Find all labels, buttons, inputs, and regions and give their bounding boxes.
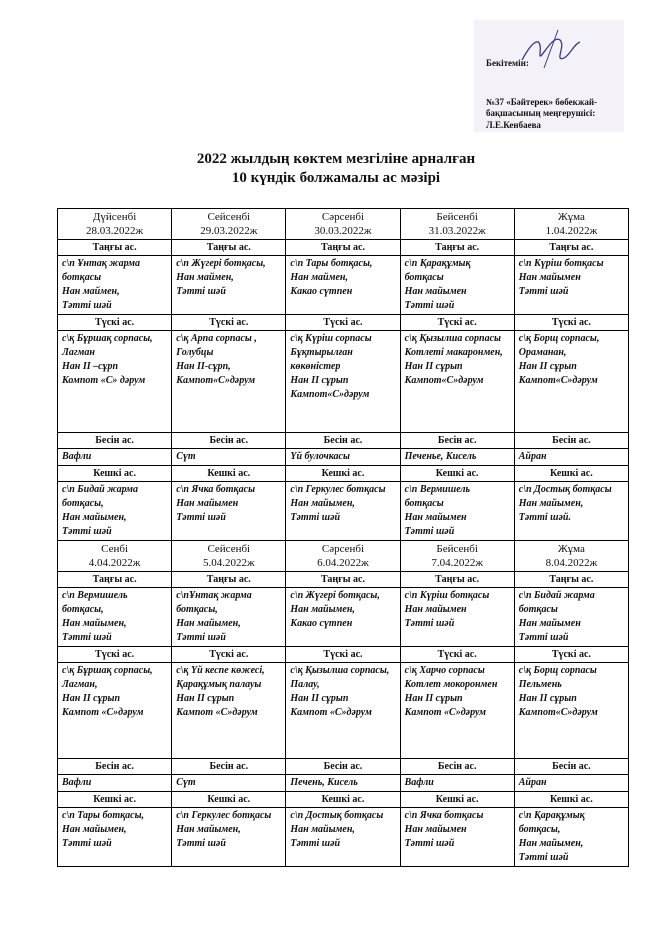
dish-line: Лагман: [62, 347, 95, 358]
dish-line: с\п Күріш ботқасы: [518, 258, 604, 269]
day-name: Сәрсенбі: [321, 211, 365, 223]
dish-line: Какао сүтпен: [290, 286, 353, 297]
dish-row: [58, 331, 629, 433]
dish-line: Нан майымен: [404, 512, 467, 523]
dish-line: с\п Ячка ботқасы: [404, 810, 484, 821]
dish-line: Нан ІІ сұрып: [518, 361, 577, 372]
dish-cell: [514, 663, 628, 759]
meal-name: Бесін ас.: [172, 433, 286, 449]
meal-header-row: [58, 792, 629, 808]
dish-line: с\қ Арпа сорпасы ,: [176, 333, 257, 344]
dish-line: Кампот «С»дәрум: [290, 707, 372, 718]
day-date: 31.03.2022ж: [428, 225, 486, 237]
meal-name: Түскі ас.: [58, 315, 172, 331]
dish-line: Компот «С» дәрум: [62, 375, 146, 386]
meal-name: Бесін ас.: [286, 759, 400, 775]
day-date: 4.04.2022ж: [88, 557, 141, 569]
dish-cell: [400, 331, 514, 433]
day-name: Жұма: [557, 543, 585, 555]
day-cell: [514, 209, 628, 240]
dish-cell: [286, 449, 400, 466]
approval-label: Бекітемін:: [486, 58, 529, 68]
dish-line: с\қ Қызылша сорпасы: [404, 333, 501, 344]
dish-line: с\пҰнтақ жарма ботқасы,: [176, 590, 252, 615]
meal-name: Түскі ас.: [400, 315, 514, 331]
day-cell: [514, 541, 628, 572]
dish-cell: [58, 482, 172, 541]
meal-name: Таңғы ас.: [514, 572, 628, 588]
dish-line: Кампот«С»дәрум: [518, 707, 598, 718]
dish-row: [58, 663, 629, 759]
dish-cell: [286, 256, 400, 315]
dish-line: Нан ІІ сұрып: [290, 375, 349, 386]
dish-cell: [514, 449, 628, 466]
dish-line: с\п Геркулес ботқасы: [176, 810, 272, 821]
dish-line: Нан маймен,: [176, 272, 234, 283]
meal-name: Түскі ас.: [286, 315, 400, 331]
meal-name: Кешкі ас.: [172, 792, 286, 808]
meal-name: Бесін ас.: [400, 433, 514, 449]
dish-line: Нан майымен: [404, 824, 467, 835]
day-header-row: [58, 541, 629, 572]
meal-name: Кешкі ас.: [58, 792, 172, 808]
dish-line: Тәтті шәй: [404, 618, 455, 629]
dish-line: Кампот«С»дәрум: [404, 375, 484, 386]
meal-name: Кешкі ас.: [400, 792, 514, 808]
dish-line: Голубцы: [176, 347, 214, 358]
dish-line: с\қ Борщ сорпасы: [518, 665, 597, 676]
dish-line: с\п Ұнтақ жарма ботқасы: [62, 258, 141, 283]
dish-cell: [514, 482, 628, 541]
meal-name: Таңғы ас.: [58, 240, 172, 256]
dish-cell: [400, 663, 514, 759]
dish-line: Тәтті шәй: [62, 526, 112, 537]
meal-name: Кешкі ас.: [172, 466, 286, 482]
meal-name: Кешкі ас.: [400, 466, 514, 482]
day-cell: [286, 541, 400, 572]
dish-cell: [514, 331, 628, 433]
dish-line: Тәтті шәй: [404, 526, 455, 537]
dish-line: с\п Қарақұмық ботқасы,: [518, 810, 585, 835]
day-cell: [58, 209, 172, 240]
dish-row: [58, 482, 629, 541]
day-date: 8.04.2022ж: [545, 557, 598, 569]
dish-line: Вафли: [62, 777, 92, 788]
day-name: Жұма: [557, 211, 585, 223]
dish-line: с\п Вермишель ботқасы,: [62, 590, 128, 615]
dish-line: Нан майымен: [404, 604, 467, 615]
day-name: Бейсенбі: [436, 211, 478, 223]
dish-cell: [514, 588, 628, 647]
dish-line: Ораманан,: [518, 347, 567, 358]
dish-cell: [172, 663, 286, 759]
dish-line: Бұқтырылған көкөністер: [290, 347, 353, 372]
dish-row: [58, 588, 629, 647]
dish-line: с\п Достық ботқасы: [290, 810, 384, 821]
dish-cell: [172, 808, 286, 867]
day-name: Сейсенбі: [207, 211, 251, 223]
meal-name: Таңғы ас.: [286, 572, 400, 588]
meal-name: Таңғы ас.: [286, 240, 400, 256]
dish-line: Тәтті шәй: [404, 838, 455, 849]
meal-name: Түскі ас.: [58, 647, 172, 663]
meal-header-row: [58, 466, 629, 482]
dish-cell: [400, 588, 514, 647]
dish-line: Үй булочкасы: [290, 451, 350, 462]
meal-name: Таңғы ас.: [58, 572, 172, 588]
dish-line: Нан майымен,: [62, 824, 127, 835]
dish-line: Тәтті шәй: [62, 300, 112, 311]
menu-table: [57, 208, 629, 867]
dish-line: Кампот «С»дәрум: [176, 707, 258, 718]
dish-line: с\п Вермишель ботқасы: [404, 484, 471, 509]
dish-cell: [514, 256, 628, 315]
meal-name: Бесін ас.: [172, 759, 286, 775]
dish-line: с\қ Бұршақ сорпасы,: [62, 333, 153, 344]
dish-line: Нан майымен: [518, 272, 581, 283]
dish-cell: [172, 588, 286, 647]
dish-line: Нан майымен,: [62, 512, 127, 523]
document-title-line-1: 2022 жылдың көктем мезгіліне арналған: [196, 151, 476, 167]
meal-name: Бесін ас.: [400, 759, 514, 775]
approval-name: Л.Е.Кенбаева: [486, 120, 541, 130]
dish-line: Лагман,: [62, 679, 98, 690]
day-date: 29.03.2022ж: [200, 225, 258, 237]
dish-line: Тәтті шәй: [176, 632, 226, 643]
dish-line: Вафли: [404, 777, 434, 788]
dish-cell: [172, 482, 286, 541]
dish-line: Вафли: [62, 451, 92, 462]
dish-cell: [514, 808, 628, 867]
dish-cell: [172, 775, 286, 792]
dish-row: [58, 808, 629, 867]
meal-name: Бесін ас.: [58, 759, 172, 775]
meal-name: Таңғы ас.: [172, 240, 286, 256]
approval-position: №37 «Бәйтерек» бөбекжай-бақшасының меңгерушісі:: [486, 97, 598, 118]
dish-line: с\п Жүгері ботқасы,: [176, 258, 266, 269]
dish-cell: [58, 331, 172, 433]
dish-line: Нан майымен,: [518, 838, 584, 849]
dish-line: с\п Бидай жарма ботқасы: [518, 590, 595, 615]
dish-line: Нан майымен: [176, 498, 239, 509]
dish-line: с\п Геркулес ботқасы: [290, 484, 386, 495]
dish-line: Айран: [518, 451, 547, 462]
meal-name: Түскі ас.: [172, 647, 286, 663]
dish-cell: [58, 775, 172, 792]
dish-cell: [58, 663, 172, 759]
dish-cell: [286, 482, 400, 541]
dish-cell: [400, 808, 514, 867]
dish-line: Нан майымен,: [290, 498, 355, 509]
dish-row: [58, 775, 629, 792]
dish-line: Печенье, Кисель: [404, 451, 477, 462]
dish-line: с\қ Борщ сорпасы,: [518, 333, 600, 344]
meal-name: Таңғы ас.: [400, 572, 514, 588]
dish-cell: [514, 775, 628, 792]
meal-name: Кешкі ас.: [286, 466, 400, 482]
dish-line: с\қ Харчо сорпасы: [404, 665, 485, 676]
dish-cell: [172, 449, 286, 466]
dish-cell: [286, 808, 400, 867]
dish-cell: [286, 588, 400, 647]
day-date: 5.04.2022ж: [202, 557, 255, 569]
dish-cell: [58, 588, 172, 647]
dish-line: Пельмень: [518, 679, 562, 690]
dish-line: с\п Ячка ботқасы: [176, 484, 256, 495]
dish-line: Нан маймен,: [62, 286, 120, 297]
dish-line: Тәтті шәй: [176, 512, 226, 523]
dish-line: с\қ Қызылша сорпасы,: [290, 665, 390, 676]
dish-row: [58, 449, 629, 466]
dish-line: Палау,: [290, 679, 320, 690]
dish-line: Нан майымен,: [518, 498, 584, 509]
meal-name: Кешкі ас.: [58, 466, 172, 482]
dish-line: Нан майымен: [518, 618, 581, 629]
dish-line: Сүт: [176, 777, 196, 788]
dish-line: Кампот«С»дәрум: [290, 389, 370, 400]
meal-name: Таңғы ас.: [514, 240, 628, 256]
meal-name: Түскі ас.: [286, 647, 400, 663]
dish-line: Кампот«С»дәрум: [176, 375, 256, 386]
dish-line: Қарақұмық палауы: [176, 679, 262, 690]
meal-name: Бесін ас.: [58, 433, 172, 449]
meal-name: Түскі ас.: [400, 647, 514, 663]
day-name: Сәрсенбі: [321, 543, 365, 555]
meal-name: Таңғы ас.: [400, 240, 514, 256]
dish-line: с\п Қарақұмық ботқасы: [404, 258, 471, 283]
meal-header-row: [58, 572, 629, 588]
dish-line: Котлет мокоронмен: [404, 679, 498, 690]
meal-name: Кешкі ас.: [286, 792, 400, 808]
dish-line: Тәтті шәй: [290, 838, 341, 849]
dish-line: Тәтті шәй: [62, 632, 112, 643]
meal-name: Түскі ас.: [172, 315, 286, 331]
meal-header-row: [58, 240, 629, 256]
meal-name: Кешкі ас.: [514, 466, 628, 482]
dish-line: Нан ІІ-сұрп,: [176, 361, 231, 372]
dish-cell: [400, 449, 514, 466]
dish-cell: [58, 449, 172, 466]
dish-line: с\п Тары ботқасы,: [62, 810, 145, 821]
day-cell: [172, 541, 286, 572]
day-date: 7.04.2022ж: [431, 557, 483, 569]
dish-line: Нан ІІ –сұрп: [62, 361, 119, 372]
dish-line: Кампот«С»дәрум: [518, 375, 598, 386]
dish-line: с\п Тары ботқасы,: [290, 258, 373, 269]
dish-line: Кампот «С»дәрум: [404, 707, 487, 718]
meal-header-row: [58, 759, 629, 775]
dish-cell: [58, 808, 172, 867]
dish-line: Нан майымен,: [62, 618, 127, 629]
dish-line: Нан ІІ сұрып: [176, 693, 235, 704]
meal-name: Таңғы ас.: [172, 572, 286, 588]
dish-cell: [58, 256, 172, 315]
meal-header-row: [58, 315, 629, 331]
dish-row: [58, 256, 629, 315]
dish-line: Нан ІІ сұрып: [62, 693, 121, 704]
dish-cell: [400, 775, 514, 792]
dish-line: с\п Бидай жарма ботқасы,: [62, 484, 138, 509]
day-name: Дүйсенбі: [92, 211, 137, 223]
dish-line: Нан ІІ сұрып: [518, 693, 577, 704]
dish-line: Тәтті шәй: [176, 286, 226, 297]
meal-name: Кешкі ас.: [514, 792, 628, 808]
dish-line: Нан майымен,: [176, 824, 241, 835]
dish-cell: [400, 256, 514, 315]
day-cell: [172, 209, 286, 240]
dish-cell: [400, 482, 514, 541]
day-cell: [58, 541, 172, 572]
dish-line: Нан майымен,: [290, 824, 355, 835]
meal-name: Бесін ас.: [514, 759, 628, 775]
dish-line: Нан маймен,: [290, 272, 348, 283]
approval-stamp: [474, 20, 624, 132]
dish-cell: [172, 256, 286, 315]
day-cell: [400, 541, 514, 572]
dish-line: с\п Күріш ботқасы: [404, 590, 490, 601]
dish-cell: [172, 331, 286, 433]
dish-cell: [286, 663, 400, 759]
dish-line: Тәтті шәй.: [518, 512, 571, 523]
day-cell: [400, 209, 514, 240]
dish-line: Какао сүтпен: [290, 618, 353, 629]
dish-line: Тәтті шәй: [404, 300, 455, 311]
dish-line: Тәтті шәй: [176, 838, 226, 849]
dish-line: Тәтті шәй: [518, 852, 569, 863]
meal-name: Түскі ас.: [514, 315, 628, 331]
dish-line: Тәтті шәй: [518, 286, 569, 297]
day-name: Сенбі: [101, 543, 129, 555]
dish-line: Нан майымен,: [290, 604, 355, 615]
meal-header-row: [58, 433, 629, 449]
dish-line: Айран: [518, 777, 547, 788]
meal-name: Бесін ас.: [514, 433, 628, 449]
day-date: 6.04.2022ж: [317, 557, 369, 569]
dish-line: Печень, Кисель: [290, 777, 358, 788]
dish-line: Тәтті шәй: [518, 632, 569, 643]
dish-line: Кампот «С»дәрум: [62, 707, 144, 718]
day-name: Сейсенбі: [207, 543, 251, 555]
dish-line: с\қ Күріш сорпасы: [290, 333, 372, 344]
dish-line: с\п Жүгері ботқасы,: [290, 590, 380, 601]
dish-line: Тәтті шәй: [62, 838, 112, 849]
day-date: 30.03.2022ж: [314, 225, 372, 237]
meal-name: Бесін ас.: [286, 433, 400, 449]
meal-name: Түскі ас.: [514, 647, 628, 663]
dish-line: Нан ІІ сұрып: [404, 693, 463, 704]
day-date: 28.03.2022ж: [86, 225, 144, 237]
dish-line: Сүт: [176, 451, 196, 462]
dish-line: с\қ Үй кеспе көжесі,: [176, 665, 265, 676]
dish-line: с\п Достық ботқасы: [518, 484, 612, 495]
dish-line: Нан майымен,: [176, 618, 241, 629]
day-name: Бейсенбі: [436, 543, 478, 555]
day-date: 1.04.2022ж: [545, 225, 598, 237]
dish-line: Котлеті макаронмен,: [404, 347, 503, 358]
dish-cell: [286, 775, 400, 792]
day-cell: [286, 209, 400, 240]
dish-line: Нан ІІ сұрып: [290, 693, 349, 704]
day-header-row: [58, 209, 629, 240]
dish-line: с\қ Бұршақ сорпасы,: [62, 665, 153, 676]
dish-line: Нан майымен: [404, 286, 467, 297]
dish-line: Тәтті шәй: [290, 512, 341, 523]
dish-line: Нан ІІ сұрып: [404, 361, 463, 372]
dish-cell: [286, 331, 400, 433]
meal-header-row: [58, 647, 629, 663]
document-title-line-2: 10 күндік болжамалы ас мәзірі: [231, 170, 441, 186]
